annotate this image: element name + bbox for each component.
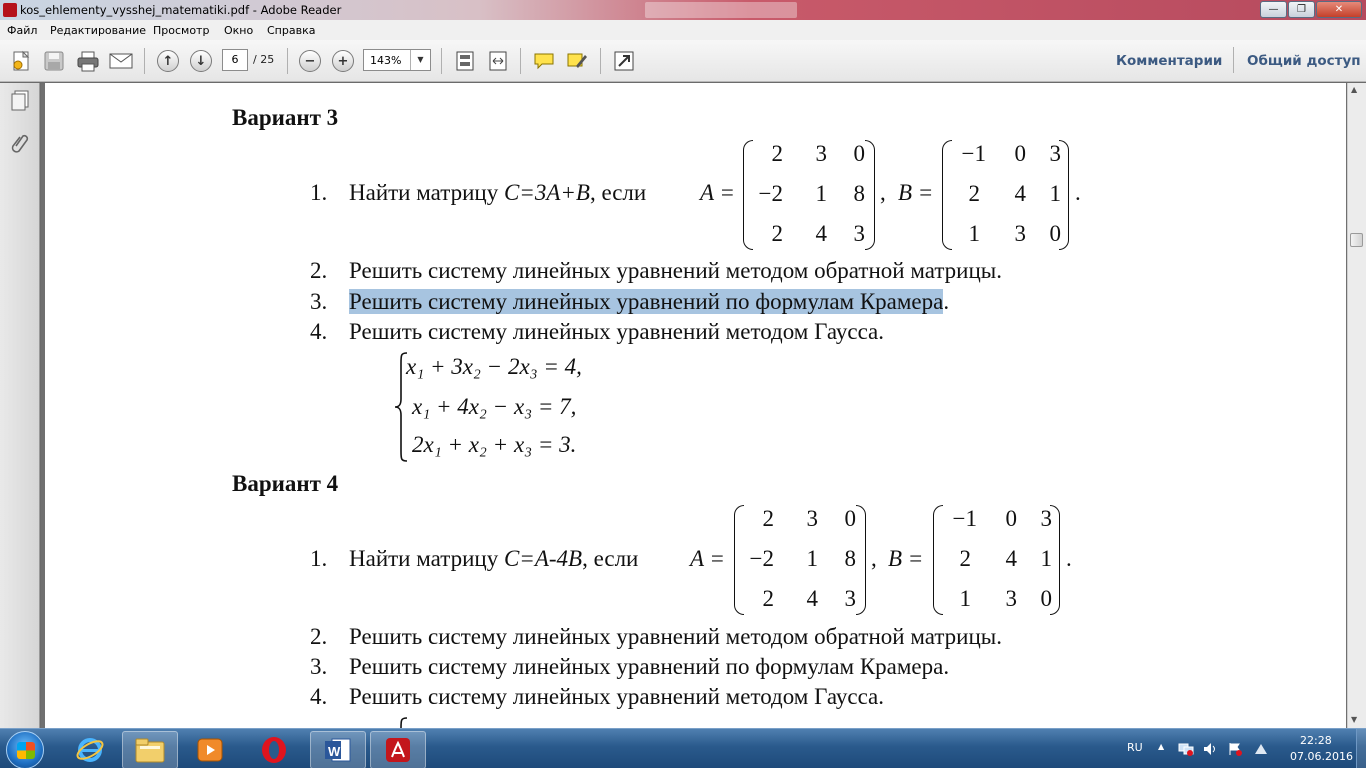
toolbar-separator	[144, 48, 145, 74]
period: .	[1066, 546, 1072, 571]
list-number: 3.	[310, 654, 328, 679]
matrix-cell: 2	[959, 546, 971, 571]
task-1-pre: Найти матрицу	[349, 180, 504, 205]
task-3-period: .	[943, 289, 950, 314]
pages-panel-icon[interactable]	[9, 89, 31, 113]
fit-page-icon[interactable]	[452, 48, 478, 74]
menu-bar	[0, 20, 1366, 40]
matrix-cell: −1	[952, 506, 977, 531]
scroll-down-icon[interactable]: ▼	[1351, 715, 1358, 724]
fit-width-icon[interactable]	[485, 48, 511, 74]
taskbar-internet-explorer[interactable]	[62, 731, 118, 768]
list-number: 4.	[310, 319, 328, 344]
toolbar-separator	[520, 48, 521, 74]
matrix-b-label: B =	[898, 180, 934, 205]
taskbar-opera[interactable]	[246, 731, 302, 768]
matrix-cell: 0	[853, 141, 865, 166]
matrix-cell: 2	[762, 586, 774, 611]
task-4-text: Решить систему линейных уравнений методом Гаусса.	[349, 684, 885, 709]
scrollbar-thumb[interactable]	[1350, 233, 1363, 247]
task-2-text: Решить систему линейных уравнений методом обратной матрицы.	[349, 258, 1002, 283]
scroll-up-icon[interactable]: ▲	[1351, 85, 1358, 94]
folder-icon	[134, 736, 166, 764]
matrix-cell: 3	[1014, 221, 1026, 246]
comment-icon[interactable]	[531, 48, 557, 74]
matrix-cell: 1	[806, 546, 818, 571]
matrix-cell: 3	[853, 221, 865, 246]
list-number: 2.	[310, 258, 328, 283]
matrix-cell: −1	[961, 141, 986, 166]
adobe-reader-icon	[3, 3, 17, 17]
matrix-cell: 2	[771, 221, 783, 246]
matrix-a-label: A =	[690, 546, 725, 571]
toolbar-separator	[600, 48, 601, 74]
close-button[interactable]: ✕	[1316, 1, 1362, 18]
period: .	[1075, 180, 1081, 205]
action-center-icon[interactable]	[1227, 742, 1243, 756]
svg-text:W: W	[328, 744, 341, 759]
matrix-cell: 1	[1049, 181, 1061, 206]
matrix-cell: 2	[762, 506, 774, 531]
task-1-pre: Найти матрицу	[349, 546, 504, 571]
zoom-value: 143%	[370, 54, 402, 67]
menu-view[interactable]: Просмотр	[153, 24, 210, 37]
matrix-cell: 2	[771, 141, 783, 166]
volume-icon[interactable]	[1203, 742, 1219, 756]
navigation-pane	[0, 83, 40, 728]
matrix-cell: 0	[1040, 586, 1052, 611]
matrix-cell: 4	[1014, 181, 1026, 206]
matrix-cell: 1	[815, 181, 827, 206]
taskbar-media-player[interactable]	[182, 731, 238, 768]
comments-button[interactable]: Комментарии	[1116, 53, 1223, 69]
zoom-out-icon[interactable]: −	[297, 48, 323, 74]
task-4-text: Решить систему линейных уравнений методом Гаусса.	[349, 319, 885, 344]
matrix-cell: 0	[844, 506, 856, 531]
vertical-scrollbar[interactable]	[1347, 83, 1366, 728]
window-title: kos_ehlementy_vysshej_matematiki.pdf - Adobe Reader	[20, 3, 342, 17]
matrix-cell: 4	[815, 221, 827, 246]
opera-icon	[259, 735, 289, 765]
matrix-cell: 4	[806, 586, 818, 611]
task-1-text	[349, 546, 638, 572]
task-1-text	[349, 180, 646, 206]
taskbar-word[interactable]	[310, 731, 366, 768]
taskbar-adobe-reader[interactable]	[370, 731, 426, 768]
variant-4-heading: Вариант 4	[232, 471, 339, 496]
matrix-cell: 2	[968, 181, 980, 206]
save-icon[interactable]	[41, 48, 67, 74]
document-view[interactable]	[41, 83, 1347, 728]
internet-explorer-icon	[75, 735, 105, 765]
print-icon[interactable]	[75, 48, 101, 74]
matrix-cell: 0	[1005, 506, 1017, 531]
comma: ,	[871, 546, 877, 571]
matrix-cell: 4	[1005, 546, 1017, 571]
page-number-input[interactable]: 6	[222, 49, 248, 71]
list-number: 4.	[310, 684, 328, 709]
variant-3-heading: Вариант 3	[232, 105, 339, 130]
task-1-post: , если	[589, 180, 647, 205]
matrix-cell: 1	[1040, 546, 1052, 571]
attachments-icon[interactable]	[9, 131, 31, 155]
menu-edit[interactable]: Редактирование	[50, 24, 146, 37]
list-number: 3.	[310, 289, 328, 314]
clock-time[interactable]: 22:28	[1300, 734, 1332, 747]
matrix-cell: 1	[959, 586, 971, 611]
title-bar	[0, 0, 1366, 20]
adobe-reader-taskbar-icon	[383, 735, 413, 765]
clock-date[interactable]: 07.06.2016	[1290, 750, 1353, 763]
matrix-cell: 0	[1049, 221, 1061, 246]
matrix-cell: 3	[806, 506, 818, 531]
matrix-bracket	[856, 505, 866, 615]
selected-text[interactable]: Решить систему линейных уравнений по формулам Крамера	[349, 289, 944, 314]
highlight-icon[interactable]	[564, 48, 590, 74]
task-1-post: , если	[582, 546, 639, 571]
minimize-button[interactable]: —	[1260, 1, 1287, 18]
pdf-page	[45, 83, 1346, 728]
comma: ,	[880, 180, 886, 205]
matrix-cell: 1	[968, 221, 980, 246]
matrix-a-label: A =	[700, 180, 735, 205]
matrix-cell: 3	[1040, 506, 1052, 531]
matrix-bracket	[743, 140, 753, 250]
matrix-cell: −2	[749, 546, 774, 571]
email-icon[interactable]	[108, 48, 134, 74]
matrix-b-label: B =	[888, 546, 924, 571]
menu-file[interactable]: Файл	[7, 24, 38, 37]
matrix-bracket	[865, 140, 875, 250]
task-2-text: Решить систему линейных уравнений методом обратной матрицы.	[349, 624, 1002, 649]
show-hidden-icons-icon[interactable]: ▲	[1158, 742, 1165, 751]
menu-window[interactable]: Окно	[224, 24, 254, 37]
language-indicator[interactable]: RU	[1127, 741, 1143, 754]
toolbar-separator	[287, 48, 288, 74]
matrix-cell: 3	[1049, 141, 1061, 166]
media-player-icon	[195, 736, 225, 764]
matrix-cell: 3	[815, 141, 827, 166]
menu-help[interactable]: Справка	[267, 24, 316, 37]
matrix-cell: 8	[844, 546, 856, 571]
system-brace	[393, 716, 409, 728]
task-3-text: Решить систему линейных уравнений по формулам Крамера.	[349, 654, 950, 679]
chevron-down-icon[interactable]: ▼	[410, 50, 430, 70]
maximize-button[interactable]: ❐	[1288, 1, 1315, 18]
matrix-cell: 3	[1005, 586, 1017, 611]
matrix-cell: 0	[1014, 141, 1026, 166]
share-button[interactable]: Общий доступ	[1247, 53, 1361, 69]
tray-app-icon[interactable]	[1253, 742, 1269, 756]
equation-3: 2x₁ + x₂ + x₃ = 3.	[412, 432, 577, 457]
matrix-cell: 3	[844, 586, 856, 611]
equation-1: x₁ + 3x₂ − 2x₃ = 4,	[406, 354, 582, 379]
full-screen-icon[interactable]	[611, 48, 637, 74]
next-page-icon[interactable]: ↓	[188, 48, 214, 74]
matrix-cell: 8	[853, 181, 865, 206]
show-desktop-button[interactable]	[1356, 729, 1366, 768]
start-button[interactable]	[6, 731, 44, 768]
matrix-cell: −2	[758, 181, 783, 206]
page-total: / 25	[253, 53, 275, 66]
taskbar	[0, 728, 1366, 768]
matrix-bracket	[734, 505, 744, 615]
previous-page-icon[interactable]: ↑	[155, 48, 181, 74]
network-icon[interactable]	[1178, 742, 1194, 756]
equation-2: x₁ + 4x₂ − x₃ = 7,	[412, 394, 577, 419]
create-pdf-icon[interactable]	[9, 48, 35, 74]
windows-logo-icon	[17, 742, 35, 759]
zoom-select[interactable]	[363, 49, 431, 71]
taskbar-windows-explorer[interactable]	[122, 731, 178, 768]
toolbar-separator	[1233, 47, 1234, 73]
zoom-in-icon[interactable]: +	[330, 48, 356, 74]
task-3-text[interactable]	[349, 289, 949, 315]
list-number: 1.	[310, 546, 328, 571]
word-icon	[322, 735, 354, 765]
toolbar-separator	[441, 48, 442, 74]
title-bar-tab	[645, 2, 797, 18]
task-1-formula: C=3A+B	[503, 180, 590, 205]
task-1-formula: C=A-4B	[503, 546, 583, 571]
list-number: 1.	[310, 180, 328, 205]
list-number: 2.	[310, 624, 328, 649]
